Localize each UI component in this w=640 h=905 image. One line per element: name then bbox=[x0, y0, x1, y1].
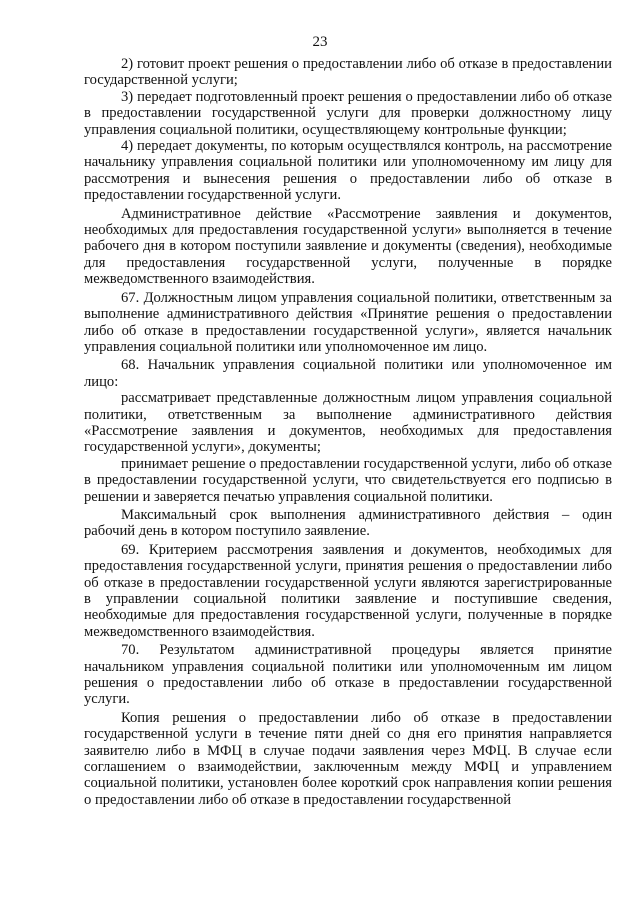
paragraph-68: 68. Начальник управления социальной политики или уполномоченное им лицо: bbox=[84, 357, 612, 390]
paragraph-max-term: Максимальный срок выполнения административного действия – один рабочий день в котором поступило заявление. bbox=[84, 506, 612, 540]
page-number: 23 bbox=[312, 34, 328, 50]
paragraph-68-reviews: рассматривает представленные должностным лицом управления социальной политики, ответственным за выполнение административного действия «Рассмотрение заявления и документов, необходимых для предоставления государственной услуги», документы; bbox=[84, 390, 612, 456]
document-body bbox=[84, 56, 612, 808]
paragraph-item-4: 4) передает документы, по которым осуществлялся контроль, на рассмотрение начальнику управления социальной политики или уполномоченному им лицу для рассмотрения и вынесения решения о предоставлении либо об отказе в предоставлении государственной услуги. bbox=[84, 138, 612, 204]
paragraph-68-decides: принимает решение о предоставлении государственной услуги, либо об отказе в предоставлении государственной услуги, что свидетельствуется его подписью в решении и заверяется печатью управления социальной политики. bbox=[84, 455, 612, 505]
paragraph-item-3: 3) передает подготовленный проект решения о предоставлении либо об отказе в предоставлении государственной услуги для проверки должностному лицу управления социальной политики, осуществляющему контрольные функции; bbox=[84, 88, 612, 138]
paragraph-copy-decision: Копия решения о предоставлении либо об отказе в предоставлении государственной услуги в течение пяти дней со дня его принятия направляется заявителю либо в МФЦ в случае подачи заявления через МФЦ. В случае если соглашением о взаимодействии, заключенным между МФЦ и управлением социальной политики, установлен более короткий срок направления копии решения о предоставлении либо об отказе в предоставлении государственной bbox=[84, 709, 612, 808]
paragraph-admin-action: Административное действие «Рассмотрение заявления и документов, необходимых для предоставления государственной услуги» выполняется в течение рабочего дня в котором поступили заявление и документы (сведения), необходимые для предоставления государственной услуги, полученные в порядке межведомственного взаимодействия. bbox=[84, 205, 612, 288]
paragraph-69: 69. Критерием рассмотрения заявления и документов, необходимых для предоставления государственной услуги, принятия решения о предоставлении либо об отказе в предоставлении государственной услуги являются зарегистрированные в управлении социальной политики заявление и поступившие сведения, необходимые для предоставления государственной услуги, полученные в порядке межведомственного взаимодействия. bbox=[84, 541, 612, 640]
paragraph-70: 70. Результатом административной процедуры является принятие начальником управления социальной политики или уполномоченным им лицом решения о предоставлении либо об отказе в предоставлении государственной услуги. bbox=[84, 642, 612, 708]
paragraph-67: 67. Должностным лицом управления социальной политики, ответственным за выполнение административного действия «Принятие решения о предоставлении либо об отказе в предоставлении государственной услуги», является начальник управления социальной политики или уполномоченное им лицо. bbox=[84, 289, 612, 355]
paragraph-item-2: 2) готовит проект решения о предоставлении либо об отказе в предоставлении государственной услуги; bbox=[84, 56, 612, 89]
